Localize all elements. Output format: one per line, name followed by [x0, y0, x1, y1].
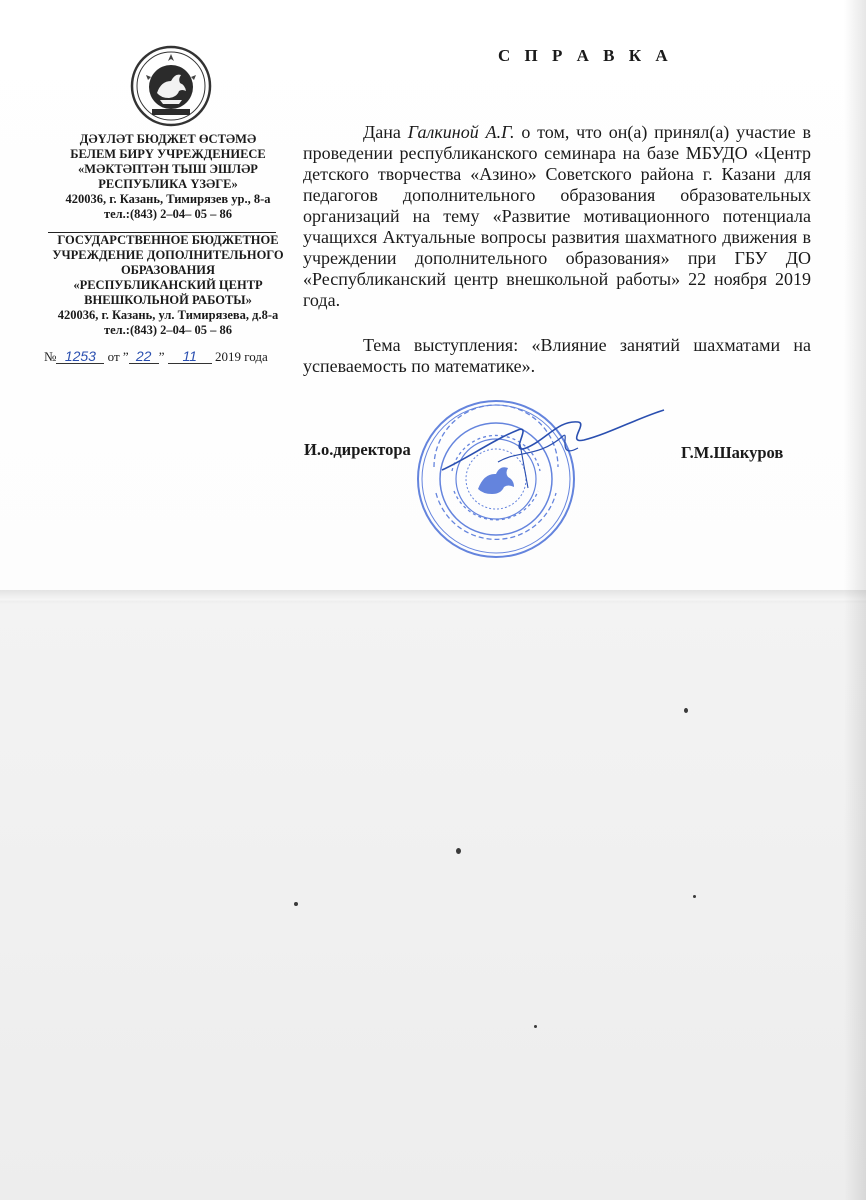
- signatory-position: И.о.директора: [304, 440, 411, 459]
- topic-paragraph: Тема выступления: «Влияние занятий шахматами на успеваемость по математике».: [303, 335, 811, 376]
- header-russian-line3: ОБРАЗОВАНИЯ: [120, 263, 216, 277]
- header-russian-line5: ВНЕШКОЛЬНОЙ РАБОТЫ»: [84, 293, 252, 307]
- header-russian-line2: УЧРЕЖДЕНИЕ ДОПОЛНИТЕЛЬНОГО: [52, 248, 284, 262]
- certificate-paragraph: [303, 122, 811, 311]
- header-russian-line4: «РЕСПУБЛИКАНСКИЙ ЦЕНТР: [73, 278, 263, 292]
- reference-month-value: 11: [168, 349, 212, 364]
- document-title: С П Р А В К А: [498, 46, 673, 65]
- organization-header-tatar: [38, 132, 298, 222]
- header-tatar-line4: РЕСПУБЛИКА ҮЗӘГЕ»: [98, 177, 238, 191]
- header-tatar-address: 420036, г. Казань, Тимирязев ур., 8-а: [65, 192, 271, 206]
- header-tatar-phone: тел.:(843) 2–04– 05 – 86: [103, 207, 233, 221]
- header-russian-line1: ГОСУДАРСТВЕННОЕ БЮДЖЕТНОЕ: [57, 233, 279, 247]
- header-russian-address: 420036, г. Казань, ул. Тимирязева, д.8-а: [57, 308, 279, 322]
- sheet-fold-shadow: [0, 590, 866, 604]
- reference-from-label: от ”: [107, 349, 129, 364]
- paragraph-lead: Дана: [363, 122, 408, 142]
- handwritten-signature: [438, 400, 668, 495]
- recipient-name: Галкиной А.Г.: [407, 122, 515, 142]
- header-tatar-line1: ДӘҮЛӘТ БЮДЖЕТ ӨСТӘМӘ: [79, 132, 257, 146]
- scan-edge-shadow: [844, 0, 866, 1200]
- reference-year-suffix: 2019 года: [214, 349, 268, 364]
- reference-number-line: [44, 349, 268, 365]
- scan-speck: [456, 848, 461, 854]
- header-tatar-line2: БЕЛЕМ БИРҮ УЧРЕЖДЕНИЕСЕ: [70, 147, 266, 161]
- header-russian-phone: тел.:(843) 2–04– 05 – 86: [103, 323, 233, 337]
- tatarstan-emblem: [130, 45, 212, 127]
- reference-number-value: 1253: [56, 349, 104, 364]
- paragraph-rest: о том, что он(а) принял(а) участие в проведении республиканского семинара на базе МБУДО «Центр детского творчества «Азино» Советского района г. Казани для педагогов дополнительного образования образовательных организаций на тему «Развитие мотивационного потенциала учащихся Актуальные вопросы развития шахматного движения в учреждении дополнительного образования» при ГБУ ДО «Республиканский центр внешкольной работы» 22 ноября 2019 года.: [303, 122, 812, 310]
- header-tatar-line3: «МӘКТӘПТӘН ТЫШ ЭШЛӘР: [78, 162, 258, 176]
- document-body: [303, 122, 811, 377]
- signatory-name: Г.М.Шакуров: [681, 443, 784, 462]
- reference-no-label: №: [44, 349, 57, 364]
- scan-speck: [294, 902, 298, 906]
- scan-speck: [693, 895, 696, 898]
- reference-quote-close: ”: [158, 349, 165, 364]
- scan-speck: [684, 708, 688, 713]
- scan-speck: [534, 1025, 537, 1028]
- organization-header-russian: [38, 233, 298, 338]
- reference-day-value: 22: [129, 349, 159, 364]
